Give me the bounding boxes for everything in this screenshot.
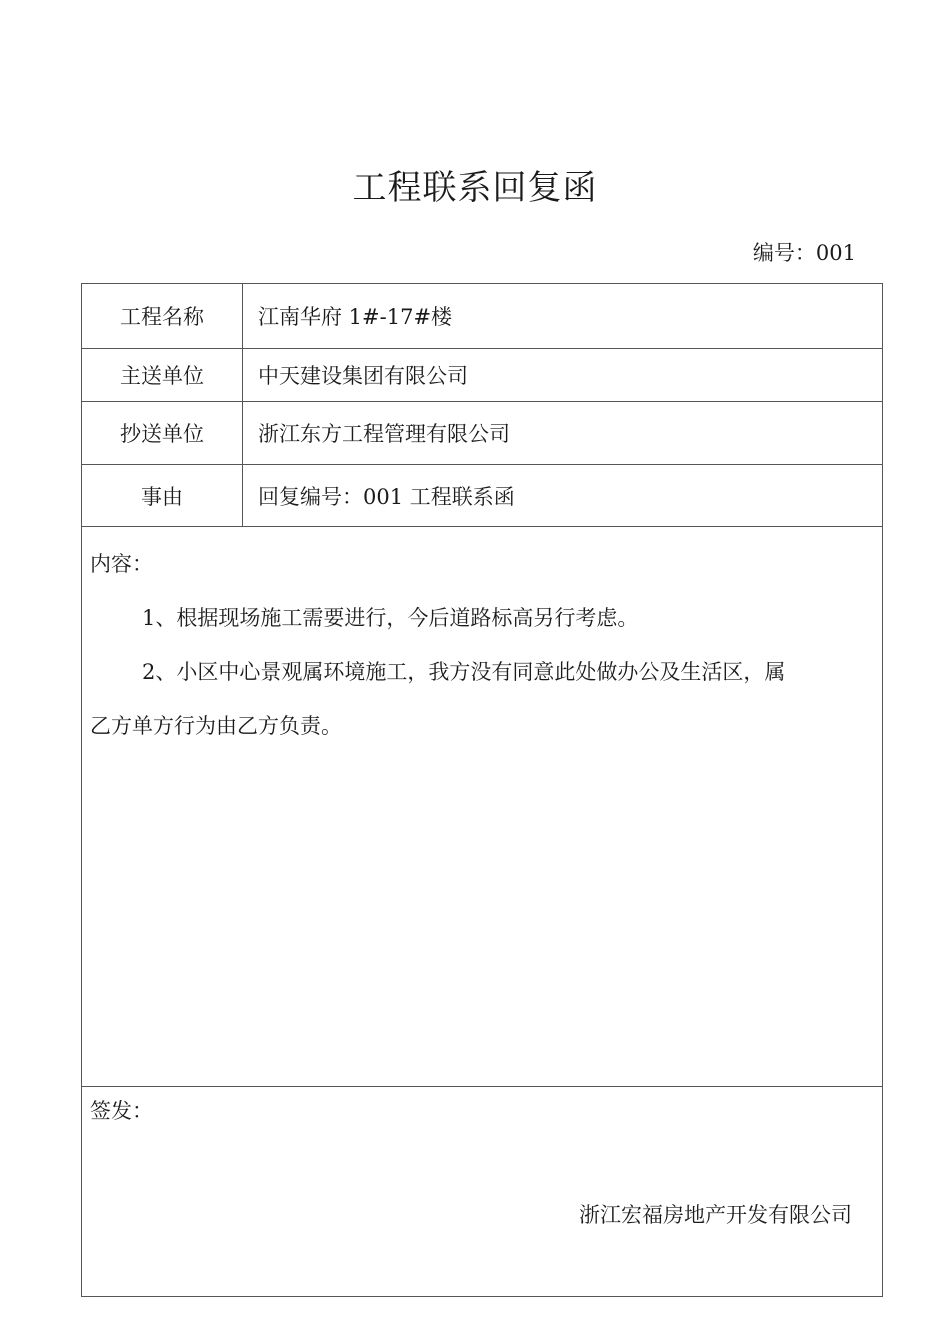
row-cc [82,402,882,465]
content-section [82,527,882,1087]
content-item-2-line-2: 乙方单方行为由乙方负责。 [90,714,342,738]
cc-label: 抄送单位 [82,402,243,464]
subject-label: 事由 [82,465,243,526]
content-item-1 [90,591,870,645]
form-table [81,283,883,1297]
project-name-label: 工程名称 [82,284,243,348]
content-label: 内容： [90,552,153,576]
content-item-2-line-1: 2、小区中心景观属环境施工，我方没有同意此处做办公及生活区，属 [142,660,786,684]
signature-label: 签发： [90,1099,153,1123]
row-project-name [82,284,882,349]
row-subject [82,465,882,527]
cc-value: 浙江东方工程管理有限公司 [258,422,510,446]
content-item-2 [90,645,870,753]
subject-value: 回复编号：001 工程联系函 [258,484,515,509]
recipient-value: 中天建设集团有限公司 [258,364,468,388]
recipient-label: 主送单位 [82,349,243,401]
row-recipient [82,349,882,402]
content-item-1-text: 1、根据现场施工需要进行，今后道路标高另行考虑。 [142,606,639,630]
signing-company: 浙江宏福房地产开发有限公司 [579,1203,852,1227]
document-number: 编号：001 [752,241,856,265]
document-title: 工程联系回复函 [352,168,598,208]
project-name-value: 江南华府 1#-17#楼 [258,305,453,329]
